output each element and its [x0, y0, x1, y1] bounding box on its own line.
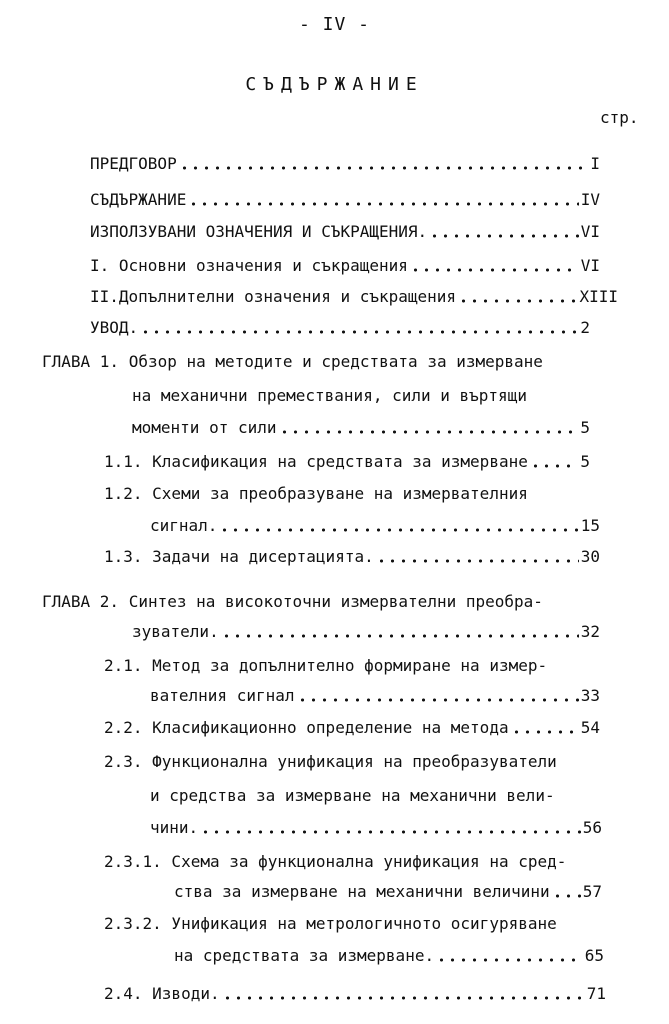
page-column-label: стр.: [600, 108, 639, 127]
dot-leader: [552, 894, 581, 898]
toc-entry-osnovni: [90, 256, 600, 276]
toc-entry-text: моменти от сили: [132, 418, 277, 437]
toc-entry-predgovor: [90, 154, 600, 174]
toc-entry-dopalnitelni: [90, 287, 618, 307]
toc-entry-page: 15: [580, 516, 600, 535]
dot-leader: [458, 299, 577, 303]
dot-leader: [222, 996, 585, 1000]
toc-chapter-1-line-1: ГЛАВА 1. Обзор на методите и средствата за измерване: [42, 352, 543, 371]
toc-entry-2-4: [104, 984, 606, 1004]
toc-entry-page: XIII: [579, 287, 618, 306]
dot-leader: [221, 634, 579, 638]
toc-entry-page: 56: [582, 818, 602, 837]
toc-entry-text: чини.: [150, 818, 199, 837]
toc-title: СЪДЪРЖАНИЕ: [245, 74, 424, 95]
toc-entry-1-2-line-2: [150, 516, 600, 536]
toc-entry-page: 57: [582, 882, 602, 901]
dot-leader: [410, 268, 579, 272]
dot-leader: [219, 528, 578, 532]
toc-entry-uvod: [90, 318, 590, 338]
toc-entry-page: IV: [580, 190, 600, 209]
toc-entry-text: ПРЕДГОВОР: [90, 154, 177, 173]
toc-entry-text: вателния сигнал: [150, 686, 295, 705]
toc-entry-2-1-line-2: [150, 686, 600, 706]
dot-leader: [511, 730, 579, 734]
toc-entry-text: ства за измерване на механични величини: [174, 882, 550, 901]
toc-entry-sadarzhanie: [90, 190, 600, 210]
toc-entry-page: 33: [580, 686, 600, 705]
toc-entry-2-3-line-2: и средства за измерване на механични вели-: [150, 786, 555, 805]
toc-entry-2-1-line-1: 2.1. Метод за допълнително формиране на измер-: [104, 656, 548, 675]
toc-entry-page: 32: [580, 622, 600, 641]
dot-leader: [179, 166, 589, 170]
toc-entry-text: сигнал.: [150, 516, 218, 535]
toc-chapter-1-line-3: [132, 418, 590, 438]
toc-entry-2-3-2-line-1: 2.3.2. Унификация на метрологичното осигуряване: [104, 914, 557, 933]
dot-leader: [436, 958, 583, 962]
toc-chapter-1-line-2: на механични премествания, сили и въртящи: [132, 386, 527, 405]
toc-entry-page: 5: [580, 452, 590, 471]
toc-entry-oznachenia: [90, 222, 600, 242]
toc-entry-text: на средствата за измерване.: [174, 946, 435, 965]
toc-entry-text: 2.2. Класификационно определение на метода: [104, 718, 509, 737]
toc-entry-page: 30: [580, 547, 600, 566]
toc-entry-text: ИЗПОЛЗУВАНИ ОЗНАЧЕНИЯ И СЪКРАЩЕНИЯ.: [90, 222, 428, 241]
dot-leader: [530, 464, 579, 468]
toc-entry-1-3: [104, 547, 600, 567]
toc-entry-page: 2: [580, 318, 590, 337]
toc-entry-text: 2.4. Изводи.: [104, 984, 220, 1003]
toc-entry-page: 65: [584, 946, 604, 965]
toc-entry-2-3-1-line-2: [174, 882, 602, 902]
toc-entry-2-3-1-line-1: 2.3.1. Схема за функционална унификация на сред-: [104, 852, 567, 871]
toc-chapter-2-line-2: [132, 622, 600, 642]
dot-leader: [376, 559, 579, 563]
toc-entry-page: 54: [580, 718, 600, 737]
toc-entry-page: VI: [580, 222, 600, 241]
toc-entry-2-2: [104, 718, 600, 738]
toc-entry-text: УВОД.: [90, 318, 139, 337]
dot-leader: [140, 330, 578, 334]
toc-entry-text: 1.1. Класификация на средствата за измерване: [104, 452, 528, 471]
toc-entry-text: зуватели.: [132, 622, 219, 641]
toc-entry-2-3-2-line-2: [174, 946, 604, 966]
toc-entry-page: 71: [586, 984, 606, 1003]
toc-entry-1-1: [104, 452, 590, 472]
page-number: - IV -: [298, 14, 371, 35]
dot-leader: [279, 430, 579, 434]
dot-leader: [188, 202, 578, 206]
toc-entry-page: I: [590, 154, 600, 173]
toc-entry-text: СЪДЪРЖАНИЕ: [90, 190, 187, 209]
toc-chapter-2-line-1: ГЛАВА 2. Синтез на високоточни измервателни преобра-: [42, 592, 543, 611]
toc-entry-1-2-line-1: 1.2. Схеми за преобразуване на измервателния: [104, 484, 528, 503]
dot-leader: [297, 698, 579, 702]
dot-leader: [200, 830, 581, 834]
toc-entry-page: VI: [580, 256, 600, 275]
toc-entry-text: II.Допълнителни означения и съкращения: [90, 287, 457, 306]
toc-entry-2-3-line-3: [150, 818, 602, 838]
toc-entry-2-3-line-1: 2.3. Функционална унификация на преобразуватели: [104, 752, 557, 771]
toc-entry-page: 5: [580, 418, 590, 437]
toc-entry-text: I. Основни означения и съкращения: [90, 256, 408, 275]
toc-entry-text: 1.3. Задачи на дисертацията.: [104, 547, 374, 566]
dot-leader: [429, 234, 579, 238]
